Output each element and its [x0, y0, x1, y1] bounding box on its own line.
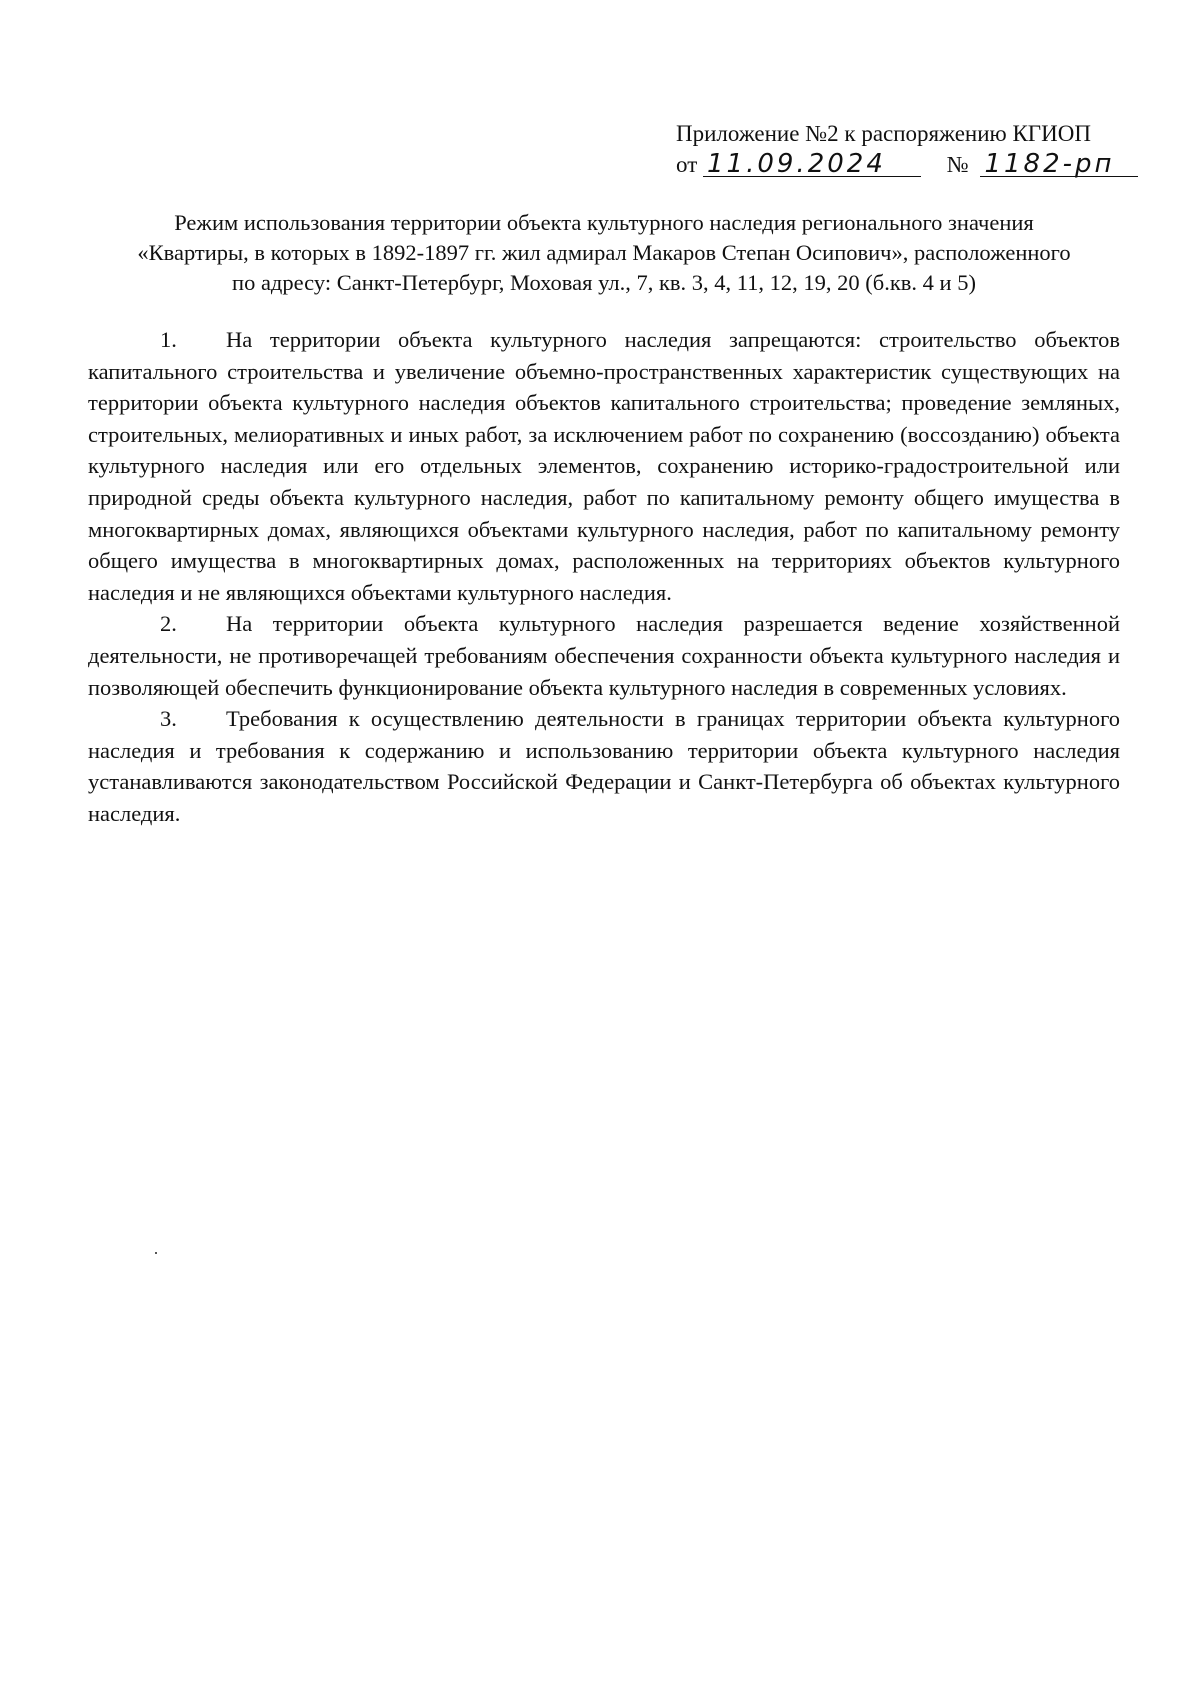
order-date-number-line [676, 149, 1136, 180]
paragraph-text: На территории объекта культурного наследия запрещаются: строительство объектов капитального строительства и увеличение объемно-пространственных характеристик существующих на территории объекта культурного наследия объектов капитального строительства; проведение земляных, строительных, мелиоративных и иных работ, за исключением работ по сохранению (воссозданию) объекта культурного наследия или его отдельных элементов, сохранению историко-градостроительной или природной среды объекта культурного наследия, работ по капитальному ремонту общего имущества в многоквартирных домах, являющихся объектами культурного наследия, работ по капитальному ремонту общего имущества в многоквартирных домах, расположенных на территориях объектов культурного наследия и не являющихся объектами культурного наследия. [88, 327, 1120, 605]
appendix-header [676, 118, 1136, 180]
appendix-title: Приложение №2 к распоряжению КГИОП [676, 121, 1091, 146]
paragraph-3 [88, 703, 1120, 829]
document-body [88, 324, 1120, 830]
from-label: от [676, 152, 698, 177]
paragraph-text: Требования к осуществлению деятельности в границах территории объекта культурного наследия и требования к содержанию и использованию территории объекта культурного наследия устанавливаются законодательством Российской Федерации и Санкт-Петербурга об объектах культурного наследия. [88, 706, 1120, 826]
title-line-1: Режим использования территории объекта культурного наследия регионального значения [174, 210, 1034, 235]
handwritten-date: 11.09.2024 [703, 152, 921, 177]
document-title [88, 208, 1120, 298]
paragraph-text: На территории объекта культурного наследия разрешается ведение хозяйственной деятельности, не противоречащей требованиям обеспечения сохранности объекта культурного наследия и позволяющей обеспечить функционирование объекта культурного наследия в современных условиях. [88, 611, 1120, 700]
paragraph-1 [88, 324, 1120, 608]
title-line-3: по адресу: Санкт-Петербург, Моховая ул., 7, кв. 3, 4, 11, 12, 19, 20 (б.кв. 4 и 5) [232, 270, 976, 295]
paragraph-number: 2. [160, 611, 177, 637]
number-label: № [946, 152, 969, 177]
title-line-2: «Квартиры, в которых в 1892-1897 гг. жил адмирал Макаров Степан Осипович», расположенного [137, 240, 1071, 265]
paragraph-2 [88, 608, 1120, 703]
paragraph-number: 3. [160, 706, 177, 732]
handwritten-order-number: 1182-рп [980, 152, 1138, 177]
scan-speck [155, 1252, 157, 1254]
paragraph-number: 1. [160, 327, 177, 352]
